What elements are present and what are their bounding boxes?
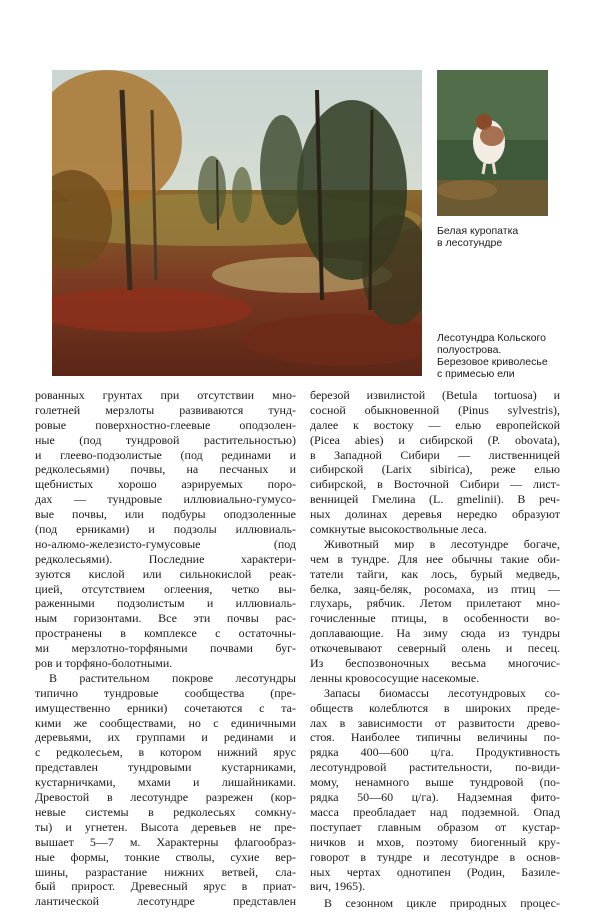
text-line: чем в тундре. Для нее обычны такие оби- xyxy=(310,551,560,566)
text-line: типично тундровые сообщества (пре- xyxy=(35,685,296,700)
text-line: рядка 400—600 ц/га. Продуктивность xyxy=(310,745,560,760)
text-line: но-алюмо-железисто-гумусовые (под xyxy=(35,536,296,551)
text-line: раженными подзолистым и иллювиаль- xyxy=(35,596,296,611)
text-line: рованных грунтах при отсутствии мно- xyxy=(35,388,296,402)
caption-line: Белая куропатка xyxy=(437,225,519,237)
text-line: гочисленные птицы, в особенности во- xyxy=(310,611,560,626)
text-line: ные формы, тонкие стволы, сухие вер- xyxy=(35,849,296,864)
text-line: шины, разрастание нижних ветвей, сла- xyxy=(35,864,296,879)
right-text-column xyxy=(310,388,560,911)
text-line: вые почвы, или подбуры оподзоленные xyxy=(35,507,296,522)
paragraph-start-line: В растительном покрове лесотундры xyxy=(49,670,296,685)
text-line: лах в зависимости от развитости древо- xyxy=(310,715,560,730)
text-line: сосной обыкновенной (Pinus sylvestris), xyxy=(310,402,560,417)
text-line: ровые поверхностно-глеевые оподзолен- xyxy=(35,417,296,432)
text-line: далее к востоку — елью европейской xyxy=(310,417,560,432)
text-line: ных чертах однотипен (Родин, Базиле- xyxy=(310,864,560,879)
caption-line: Лесотундра Кольского xyxy=(437,332,546,344)
text-line: березой извилистой (Betula tortuosa) и xyxy=(310,388,560,402)
text-line: говорот в тундре и лесотундре в основ- xyxy=(310,849,560,864)
text-line: ров и торфяно-болотными. xyxy=(35,656,173,671)
left-text-column xyxy=(35,388,296,909)
text-line: и глеево-подзолистые (под рединами и xyxy=(35,447,296,462)
text-line: рядка 50—60 ц/га). Надземная фито- xyxy=(310,790,560,805)
ptarmigan-photo xyxy=(437,70,548,216)
text-line: щебнистых хорошо аэрируемых поро- xyxy=(35,477,296,492)
text-line: Из беспозвоночных весьма многочис- xyxy=(310,656,560,671)
text-line: редколесьями). Последние характери- xyxy=(35,551,296,566)
text-line: (Picea abies) и сибирской (P. obovata), xyxy=(310,432,560,447)
text-line: (под ерниками) и подзолы иллювиаль- xyxy=(35,522,296,537)
paragraph-start-line: В сезонном цикле природных процес- xyxy=(324,896,560,911)
text-line: представлен тундровыми кустарниками, xyxy=(35,760,296,775)
caption-line: с примесью ели xyxy=(437,368,515,380)
caption-line: Березовое криволесье xyxy=(437,356,548,368)
text-line: венницей Гмелина (L. gmelinii). В реч- xyxy=(310,492,560,507)
forest-tundra-photo xyxy=(52,70,422,376)
caption-line: в лесотундре xyxy=(437,237,503,249)
text-line: с редколесьем, в котором нижний ярус xyxy=(35,745,296,760)
text-line: ных долинах деревья нередко образуют xyxy=(310,507,560,522)
text-line: лесотундровой растительности, по-види- xyxy=(310,760,560,775)
text-line: откочевывают северный олень и песец. xyxy=(310,641,560,656)
text-line: глухарь, рябчик. Летом прилетают мно- xyxy=(310,596,560,611)
text-line: ты) и угнетен. Высота деревьев не пре- xyxy=(35,819,296,834)
text-line: обществ колеблются в широких преде- xyxy=(310,700,560,715)
text-line: поступает главным образом от кустар- xyxy=(310,819,560,834)
text-line: лантической лесотундре представлен xyxy=(35,894,296,909)
text-line: масса преобладает над подземной. Опад xyxy=(310,804,560,819)
text-line: сибирской, в Восточной Сибири — лист- xyxy=(310,477,560,492)
text-line: деревьями, их группами и рединами и xyxy=(35,730,296,745)
text-line: редколесьями) почвы, на песчаных и xyxy=(35,462,296,477)
text-line: невые системы в редколесьях сомкну- xyxy=(35,804,296,819)
grouse-caption xyxy=(437,225,518,249)
text-line: ным горизонтами. Все эти почвы рас- xyxy=(35,611,296,626)
text-line: имущественно ерники) сочетаются с та- xyxy=(35,700,296,715)
forest-caption xyxy=(437,332,548,380)
text-line: дах — тундровые иллювиально-гумусо- xyxy=(35,492,296,507)
text-line: ничков и мхов, поэтому биогенный кру- xyxy=(310,834,560,849)
text-line: татели тайги, как лось, бурый медведь, xyxy=(310,566,560,581)
caption-line: полуострова. xyxy=(437,344,502,356)
text-line: голетней мерзлоты развиваются тунд- xyxy=(35,402,296,417)
text-line: доплавающие. На зиму сюда из тундры xyxy=(310,626,560,641)
text-line: ми мерзлотно-торфяными почвами буг- xyxy=(35,641,296,656)
text-line: кими же сообществами, но с единичными xyxy=(35,715,296,730)
text-line: Древостой в лесотундре разрежен (кор- xyxy=(35,790,296,805)
text-line: в Западной Сибири — лиственницей xyxy=(310,447,560,462)
text-line: ленны кровососущие насекомые. xyxy=(310,670,480,685)
text-line: вич, 1965). xyxy=(310,879,366,894)
text-line: кустарничками, мхами и лишайниками. xyxy=(35,775,296,790)
text-line: пространены в комплексе с остаточны- xyxy=(35,626,296,641)
text-line: ные (под тундровой растительностью) xyxy=(35,432,296,447)
text-line: сомкнутые высокоствольные леса. xyxy=(310,522,487,537)
text-line: сибирской (Larix sibirica), реже елью xyxy=(310,462,560,477)
text-line: зуются кислой или сильнокислой реак- xyxy=(35,566,296,581)
text-line: вышает 5—7 м. Характерны флагообраз- xyxy=(35,834,296,849)
text-line: белка, заяц-беляк, росомаха, из птиц — xyxy=(310,581,560,596)
text-line: мому, ненамного выше тундровой (по- xyxy=(310,775,560,790)
text-line: бый прирост. Древесный ярус в приат- xyxy=(35,879,296,894)
paragraph-start-line: Животный мир в лесотундре богаче, xyxy=(324,536,560,551)
paragraph-start-line: Запасы биомассы лесотундровых со- xyxy=(324,685,560,700)
text-line: цией, отсутствием оглеения, четко вы- xyxy=(35,581,296,596)
text-line: стоя. Наиболее типичны величины по- xyxy=(310,730,560,745)
